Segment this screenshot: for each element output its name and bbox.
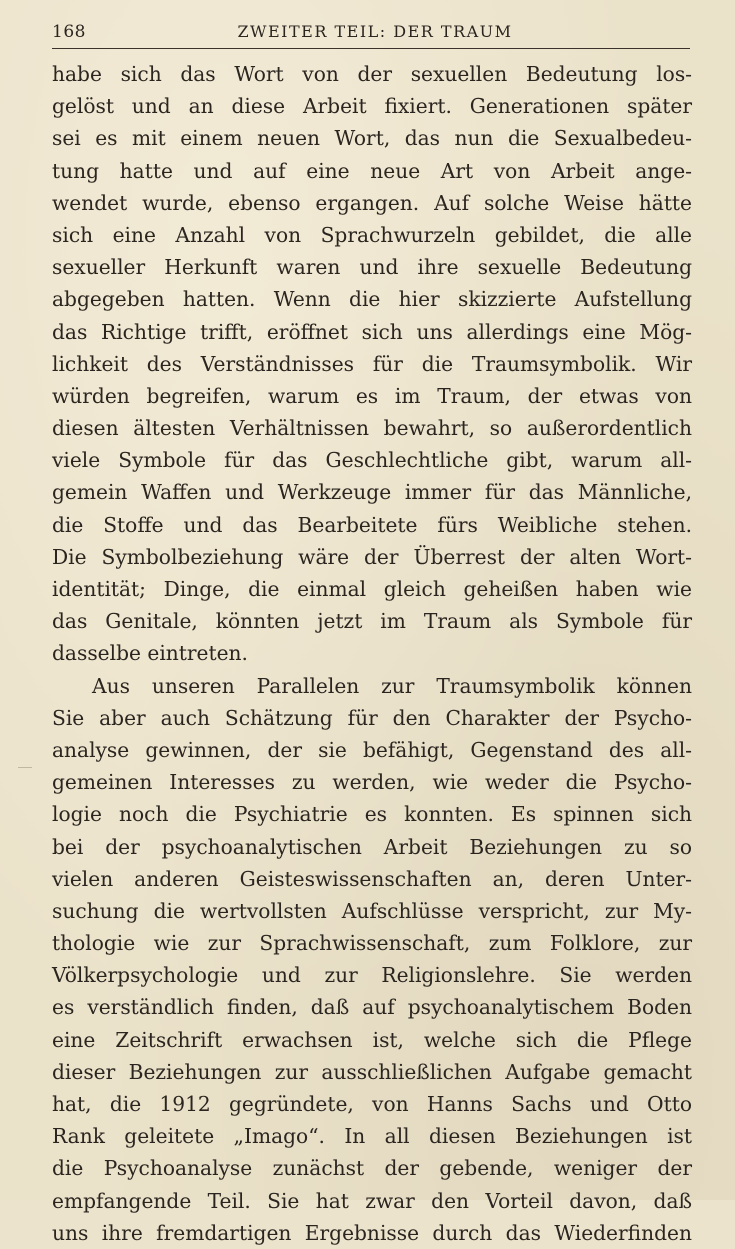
text-line: thologie wie zur Sprachwissenschaft, zum Folklore, zur bbox=[52, 931, 692, 956]
paragraph-start-line: Aus unseren Parallelen zur Traumsymbolik können bbox=[92, 673, 692, 698]
text-line: gemein Waffen und Werkzeuge immer für das Männliche, bbox=[52, 480, 692, 505]
text-line: gemeinen Interesses zu werden, wie weder die Psycho- bbox=[52, 770, 692, 795]
text-line: vielen anderen Geisteswissenschaften an, deren Unter- bbox=[52, 866, 692, 891]
text-line: eine Zeitschrift erwachsen ist, welche sich die Pflege bbox=[52, 1027, 692, 1052]
body-text bbox=[52, 58, 692, 1249]
text-line: empfangende Teil. Sie hat zwar den Vorteil davon, daß bbox=[52, 1188, 692, 1213]
text-line: es verständlich finden, daß auf psychoanalytischem Boden bbox=[52, 995, 692, 1020]
page-header bbox=[52, 20, 690, 49]
text-line: identität; Dinge, die einmal gleich geheißen haben wie bbox=[52, 577, 692, 601]
text-line: viele Symbole für das Geschlechtliche gibt, warum all- bbox=[52, 448, 692, 473]
text-line: tung hatte und auf eine neue Art von Arbeit ange- bbox=[52, 158, 692, 183]
text-line: sei es mit einem neuen Wort, das nun die Sexualbedeu- bbox=[52, 126, 692, 151]
margin-mark bbox=[18, 767, 32, 768]
text-line: hat, die 1912 gegründete, von Hanns Sachs und Otto bbox=[52, 1092, 692, 1116]
running-head: ZWEITER TEIL: DER TRAUM bbox=[237, 22, 513, 41]
paragraph-end-line: dasselbe eintreten. bbox=[52, 641, 248, 666]
text-line: wendet wurde, ebenso ergangen. Auf solche Weise hätte bbox=[52, 190, 692, 215]
text-line: diesen ältesten Verhältnissen bewahrt, so außerordentlich bbox=[52, 416, 692, 441]
text-line: uns ihre fremdartigen Ergebnisse durch das Wiederfinden bbox=[52, 1220, 692, 1245]
text-line: Völkerpsychologie und zur Religionslehre. Sie werden bbox=[52, 963, 692, 988]
text-line: suchung die wertvollsten Aufschlüsse verspricht, zur My- bbox=[52, 898, 692, 923]
text-line: die Stoffe und das Bearbeitete fürs Weibliche stehen. bbox=[52, 512, 692, 537]
text-line: sich eine Anzahl von Sprachwurzeln gebildet, die alle bbox=[52, 222, 692, 247]
text-line: lichkeit des Verständnisses für die Traumsymbolik. Wir bbox=[52, 351, 692, 376]
text-line: das Richtige trifft, eröffnet sich uns allerdings eine Mög- bbox=[52, 319, 692, 344]
text-line: Rank geleitete „Imago“. In all diesen Beziehungen ist bbox=[52, 1124, 692, 1149]
page-number: 168 bbox=[52, 22, 86, 42]
text-line: Die Symbolbeziehung wäre der Überrest der alten Wort- bbox=[52, 544, 692, 569]
text-line: das Genitale, könnten jetzt im Traum als Symbole für bbox=[52, 609, 692, 634]
text-line: die Psychoanalyse zunächst der gebende, weniger der bbox=[52, 1156, 692, 1181]
text-line: bei der psychoanalytischen Arbeit Beziehungen zu so bbox=[52, 834, 692, 859]
text-line: dieser Beziehungen zur ausschließlichen Aufgabe gemacht bbox=[52, 1059, 692, 1084]
text-line: habe sich das Wort von der sexuellen Bedeutung los- bbox=[52, 62, 692, 86]
text-line: gelöst und an diese Arbeit fixiert. Generationen später bbox=[52, 94, 692, 119]
text-line: logie noch die Psychiatrie es konnten. Es spinnen sich bbox=[52, 802, 692, 827]
text-line: Sie aber auch Schätzung für den Charakter der Psycho- bbox=[52, 705, 692, 730]
text-line: würden begreifen, warum es im Traum, der etwas von bbox=[52, 383, 692, 408]
text-line: abgegeben hatten. Wenn die hier skizzierte Aufstellung bbox=[52, 287, 692, 312]
text-line: analyse gewinnen, der sie befähigt, Gegenstand des all- bbox=[52, 737, 692, 762]
text-line: sexueller Herkunft waren und ihre sexuelle Bedeutung bbox=[52, 255, 692, 280]
